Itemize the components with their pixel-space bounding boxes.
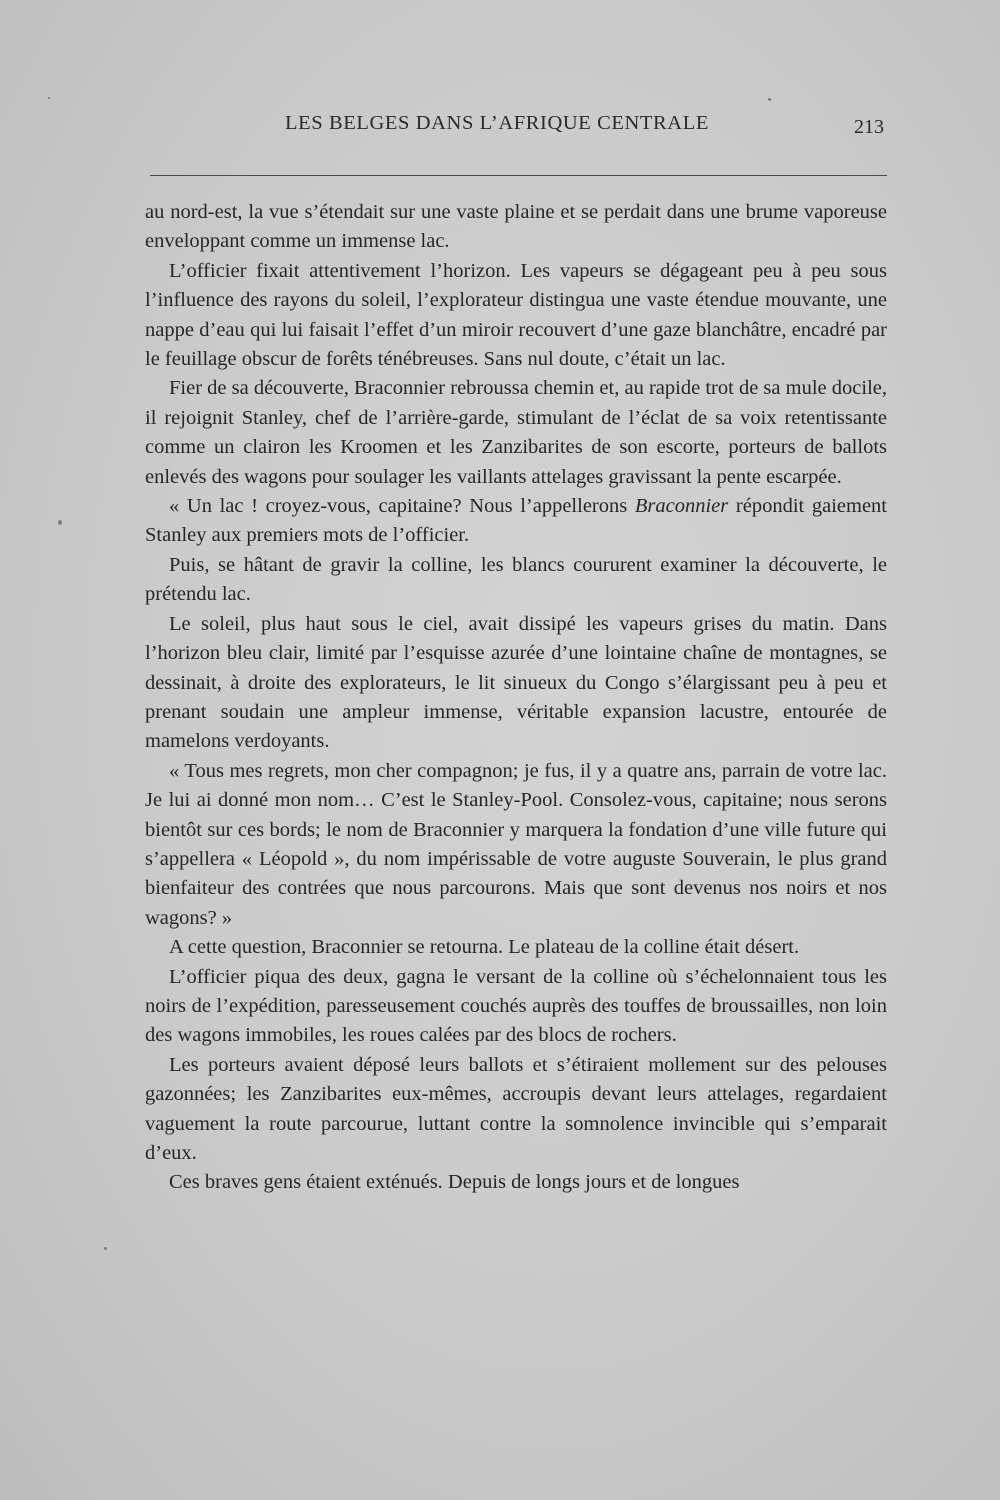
running-title: LES BELGES DANS L’AFRIQUE CENTRALE [285,112,709,134]
paper-speck [768,98,771,101]
paragraph: « Tous mes regrets, mon cher compagnon; je fus, il y a quatre ans, parrain de votre lac. Je lui ai donné mon nom… C’est le Stanley-Pool. Consolez-vous, capitaine; nous serons bientôt sur ces bords; le nom de Braconnier y marquera la fondation d’une ville future qui s’appellera « Léopold », du nom impérissable de votre auguste Souverain, le plus grand bienfaiteur des contrées que nous parcourons. Mais que sont devenus nos noirs et nos wagons? » [145,759,887,929]
paragraph [145,492,887,551]
paragraph: Puis, se hâtant de gravir la colline, les blancs coururent examiner la découverte, le prétendu lac. [145,553,887,606]
paragraph: A cette question, Braconnier se retourna. Le plateau de la colline était désert. [169,936,800,959]
header-rule [150,175,887,176]
paragraph: au nord-est, la vue s’étendait sur une vaste plaine et se perdait dans une brume vaporeuse enveloppant comme un immense lac. [145,201,887,253]
paper-speck [58,520,62,525]
paragraph: L’officier piqua des deux, gagna le versant de la colline où s’échelonnaient tous les noirs de l’expédition, paresseusement couchés auprès des touffes de broussailles, non loin des wagons immobiles, les roues calées par des blocs de rochers. [145,965,887,1047]
paragraph-text: « Un lac ! croyez-vous, capitaine? Nous l’appellerons [169,495,635,518]
paragraph: Le soleil, plus haut sous le ciel, avait dissipé les vapeurs grises du matin. Dans l’horizon bleu clair, limité par l’esquisse azurée d’une lointaine chaîne de montagnes, se dessinait, à droite des explorateurs, le lit sinueux du Congo s’élargissant peu à peu et prenant soudain une ampleur immense, véritable expansion lacustre, entourée de mamelons verdoyants. [145,612,887,753]
paragraph: Les porteurs avaient déposé leurs ballots et s’étiraient mollement sur des pelouses gazonnées; les Zanzibarites eux-mêmes, accroupis devant leurs attelages, regardaient vaguement la route parcourue, luttant contre la somnolence invincible qui s’emparait d’eux. [145,1053,887,1164]
paragraph: Ces braves gens étaient exténués. Depuis de longs jours et de longues [169,1171,740,1194]
body-text [145,198,887,1198]
page-header [145,112,890,146]
paragraph: L’officier fixait attentivement l’horizon. Les vapeurs se dégageant peu à peu sous l’influence des rayons du soleil, l’explorateur distingua une vaste étendue mouvante, une nappe d’eau qui lui faisait l’effet d’un miroir recouvert d’une gaze blanchâtre, encadré par le feuillage obscur de forêts ténébreuses. Sans nul doute, c’était un lac. [145,259,887,371]
page-number: 213 [854,116,884,138]
paper-speck [48,97,50,99]
paper-speck [104,1247,107,1250]
paragraph: Fier de sa découverte, Braconnier rebroussa chemin et, au rapide trot de sa mule docile, il rejoignit Stanley, chef de l’arrière-garde, stimulant de l’éclat de sa voix retentissante comme un clairon les Kroomen et les Zanzibarites de son escorte, porteurs de ballots enlevés des wagons pour soulager les vaillants attelages gravissant la pente escarpée. [145,377,887,488]
paragraph-text: répondit gaiement Stanley aux premiers mots de l’officier. [145,495,887,547]
italic-name: Braconnier [634,495,729,518]
